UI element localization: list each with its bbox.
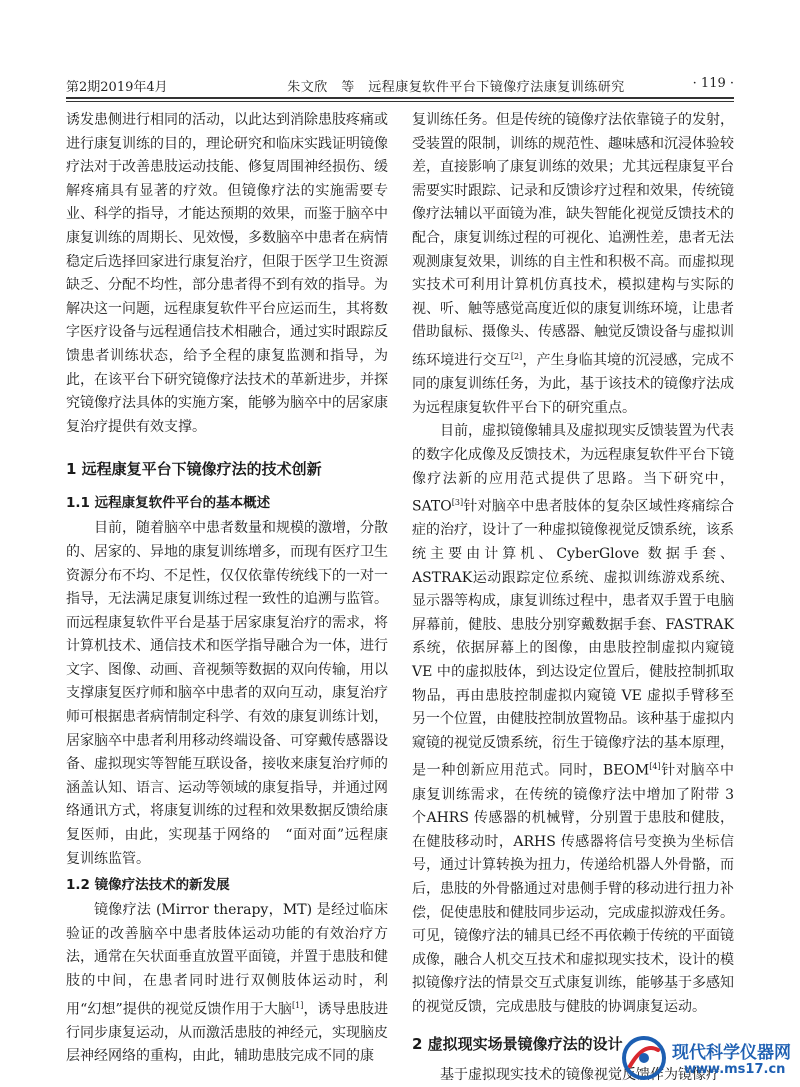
citation-4[interactable]: [4]	[649, 762, 661, 772]
section-1-2-paragraph	[66, 899, 388, 1069]
issue-info: 第2期2019年4月	[66, 80, 168, 95]
vr-text-a: 复训练任务。但是传统的镜像疗法依靠镜子的发射，受装置的限制，训练的规范性、趣味感和沉浸体验较差，直接影响了康复训练的效果；尤其远程康复平台需要实时跟踪、记录和反馈诊疗过程和效果，传统镜像疗法辅以平面镜为准，缺失智能化视觉反馈技术的配合，康复训练过程的可视化、追溯性差，患者无法观测康复效果，训练的自主性和积极不高。而虚拟现实技术可利用计算机仿真技术，模拟建构与实际的视、听、触等感觉高度近似的康复训练环境，让患者借助鼠标、摄像头、传感器、触觉反馈设备与虚拟训练环境进行交互	[412, 112, 734, 369]
mirror-therapy-text-a: 镜像疗法 (Mirror therapy，MT) 是经过临床验证的改善脑卒中患者肢体运动功能的有效治疗方法，通常在矢状面垂直放置平面镜，并置于患肢和健肢的中间，在患者同时进行双侧肢体运动时，利用“幻想”提供的视觉反馈作用于大脑	[66, 902, 388, 1018]
intro-paragraph-continued: 诱发患侧进行相同的活动，以此达到消除患肢疼痛或进行康复训练的目的，理论研究和临床实践证明镜像疗法对于改善患肢运动技能、修复周围神经损伤、缓解疼痛具有显著的疗效。但镜像疗法的实施需要专业、科学的指导，才能达预期的效果，而鉴于脑卒中康复训练的周期长、见效慢，多数脑卒中患者在病情稳定后选择回家进行康复治疗，但限于医学卫生资源缺乏、分配不均性，部分患者得不到有效的指导。为解决这一问题，远程康复软件平台应运而生，其将数字医疗设备与远程通信技术相融合，通过实时跟踪反馈患者训练状态，给予全程的康复监测和指导，为此，在该平台下研究镜像疗法技术的革新进步，并探究镜像疗法具体的实施方案，能够为脑卒中的居家康复治疗提供有效支撑。	[66, 112, 388, 435]
citation-3[interactable]: [3]	[451, 498, 464, 508]
running-title: 朱文欣 等 远程康复软件平台下镜像疗法康复训练研究	[287, 80, 625, 95]
section-2-paragraph: 基于虚拟现实技术的镜像视觉反馈作为镜像疗	[440, 1066, 720, 1083]
vm-text-a: 目前，虚拟镜像辅具及虚拟现实反馈装置为代表的数字化成像及反馈技术，为远程康复软件平台下镜像疗法新的应用范式提供了思路。当下研究中，SATO	[412, 423, 734, 515]
vr-text-b: ，产生身临其境的沉浸感，完成不同的康复训练任务，为此，基于该技术的镜像疗法成为远程康复软件平台下的研究重点。	[412, 352, 735, 416]
vm-text-c: 针对脑卒中康复训练需求，在传统的镜像疗法中增加了附带 3 个AHRS 传感器的机械臂，分别置于患肢和健肢，在健肢移动时，ARHS 传感器将信号变换为坐标信号，通过计算转换为扭力，传递给机器人外骨骼，而后，患肢的外骨骼通过对患侧手臂的移动进行扭力补偿，促使患肢和健肢同步运动，完成虚拟游戏任务。可见，镜像疗法的辅具已经不再依赖于传统的平面镜成像，融合人机交互技术和虚拟现实技术，设计的模拟镜像疗法的情景交互式康复训练，能够基于多感知的视觉反馈，完成患肢与健肢的协调康复运动。	[412, 763, 735, 1015]
header-rule-thin	[66, 101, 734, 102]
section-2-heading: 2 虚拟现实场景镜像疗法的设计	[412, 1034, 623, 1053]
citation-1[interactable]: [1]	[292, 1000, 304, 1010]
watermark-site-name: 现代科学仪器网	[672, 1043, 791, 1063]
section-1-heading: 1 远程康复平台下镜像疗法的技术创新	[66, 460, 322, 479]
page-number: · 119 ·	[692, 76, 734, 91]
site-watermark	[622, 1032, 800, 1085]
virtual-mirror-paragraph	[412, 420, 748, 1019]
running-header	[66, 70, 734, 96]
watermark-site-url[interactable]: www.ms17.cn	[684, 1062, 786, 1077]
mirror-therapy-paragraph-continued	[412, 109, 734, 420]
section-1-1-paragraph: 目前，随着脑卒中患者数量和规模的激增，分散的、居家的、异地的康复训练增多，而现有医疗卫生资源分布不均、不足性，仅仅依靠传统线下的一对一指导，无法满足康复训练过程一致性的追溯与监管。而远程康复软件平台是基于居家康复治疗的需求，将计算机技术、通信技术和医学指导融合为一体，进行文字、图像、动画、音视频等数据的双向传输，用以支撑康复医疗师和脑卒中患者的双向互动，康复治疗师可根据患者病情制定科学、有效的康复训练计划，居家脑卒中患者利用移动终端设备、可穿戴传感器设备、虚拟现实等智能互联设备，接收来康复治疗师的涵盖认知、语言、运动等领域的康复指导，并通过网络通讯方式，将康复训练的过程和效果数据反馈给康复医师，由此，实现基于网络的 “面对面”远程康复训练监管。	[66, 520, 388, 867]
mirror-therapy-text-b: ，诱导患肢进行同步康复运动，从而激活患肢的神经元，实现脑皮层神经网络的重构，由此，辅助患肢完成不同的康	[66, 1001, 388, 1065]
watermark-logo-icon	[622, 1036, 666, 1080]
header-rule-thick	[66, 97, 734, 99]
left-column	[66, 109, 388, 1069]
section-1-1-heading: 1.1 远程康复软件平台的基本概述	[66, 495, 271, 512]
section-1-2-heading: 1.2 镜像疗法技术的新发展	[66, 877, 230, 894]
citation-2[interactable]: [2]	[510, 351, 523, 361]
vm-text-b: 针对脑卒中患者肢体的复杂区域性疼痛综合症的治疗，设计了一种虚拟镜像视觉反馈系统，该系统主要由计算机、CyberGlove 数据手套、ASTRAK运动跟踪定位系统、虚拟训练游戏系统、显示器等构成，康复训练过程中，患者双手置于电脑屏幕前，健肢、患肢分别穿戴数据手套、FASTRAK 系统，依据屏幕上的图像，由患肢控制虚拟内窥镜 VE 中的虚拟肢体，到达设定位置后，健肢控制抓取物品，再由患肢控制虚拟内窥镜 VE 虚拟手臂移至另一个位置，由健肢控制放置物品。该种基于虚拟内窥镜的视觉反馈系统，衍生于镜像疗法的基本原理，是一种创新应用范式。同时，BEOM	[412, 498, 748, 779]
